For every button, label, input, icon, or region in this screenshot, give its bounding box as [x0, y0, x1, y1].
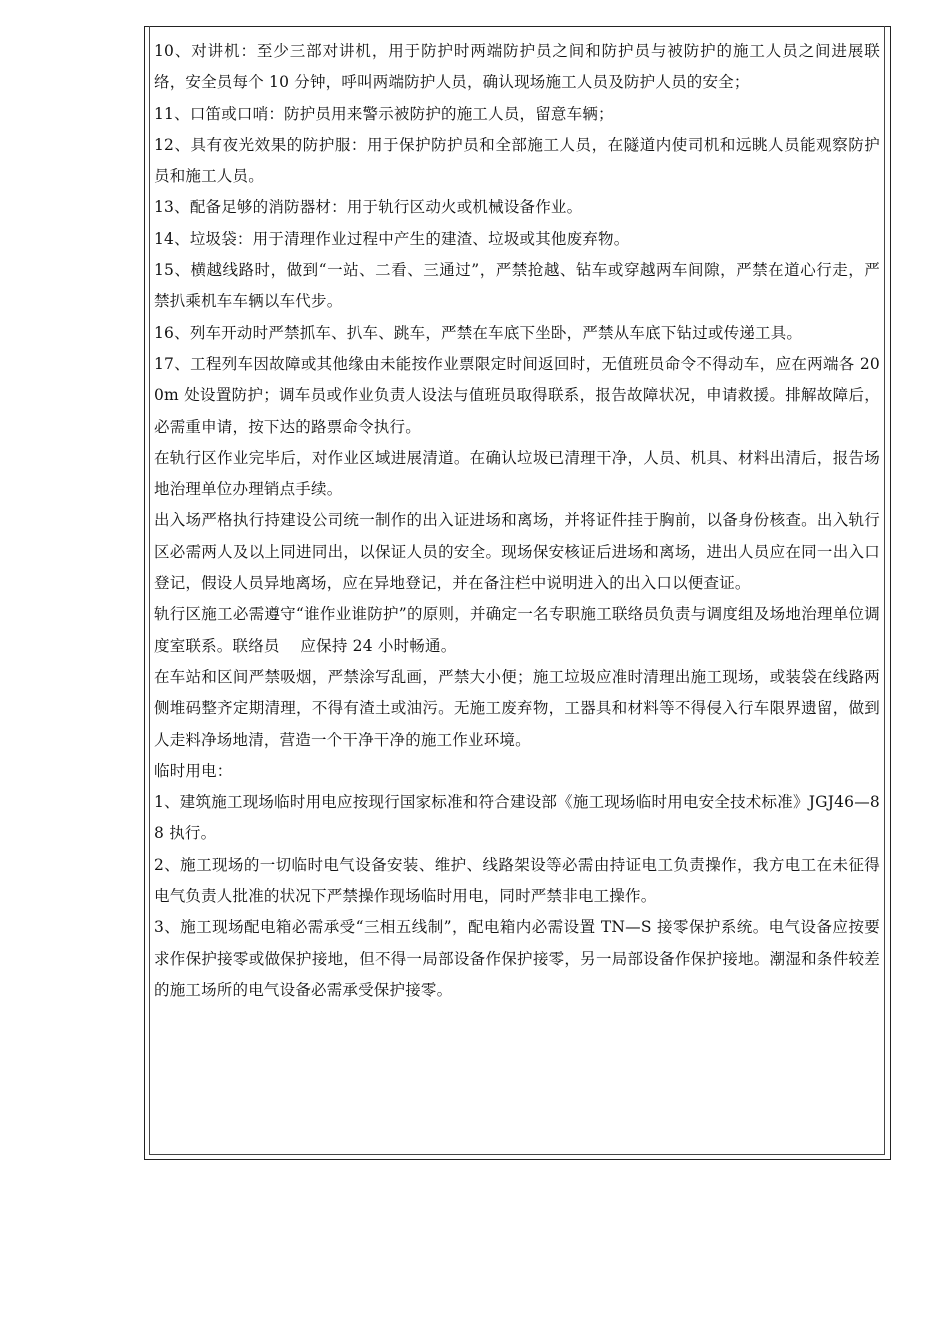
paragraph-item-12-reflective-suit: 12、具有夜光效果的防护服：用于保护防护员和全部施工人员，在隧道内使司机和远眺人员能观察防护员和施工人员。 [154, 135, 880, 186]
paragraph-item-17-train-failure: 17、工程列车因故障或其他缘由未能按作业票限定时间返回时，无值班员命令不得动车，应在两端各 200m 处设置防护；调车员或作业负责人设法与值班员取得联系，报告故障状况，申请救援。排解故障后，必需重申请，按下达的路票命令执行。 [154, 354, 880, 436]
paragraph-liaison: 轨行区施工必需遵守“谁作业谁防护”的原则，并确定一名专职施工联络员负责与调度组及场地治理单位调度室联系。联络员 应保持 24 小时畅通。 [154, 605, 880, 655]
paragraph-power-item-3: 3、施工现场配电箱必需承受“三相五线制”，配电箱内必需设置 TN—S 接零保护系统。电气设备应按要求作保护接零或做保护接地，但不得一局部设备作保护接零，另一局部设备作保护接地。潮湿和条件较差的施工场所的电气设备必需承受保护接零。 [154, 918, 880, 999]
document-body [154, 36, 880, 1006]
paragraph-item-11-whistle: 11、口笛或口哨：防护员用来警示被防护的施工人员，留意车辆； [154, 104, 614, 123]
paragraph-track-clearing: 在轨行区作业完毕后，对作业区域进展清道。在确认垃圾已清理干净，人员、机具、材料出清后，报告场地治理单位办理销点手续。 [154, 448, 880, 499]
paragraph-site-hygiene: 在车站和区间严禁吸烟，严禁涂写乱画，严禁大小便；施工垃圾应准时清理出施工现场，或装袋在线路两侧堆码整齐定期清理，不得有渣土或油污。无施工废弃物，工器具和材料等不得侵入行车限界遗留，做到人走料净场地清，营造一个干净干净的施工作业环境。 [154, 667, 880, 749]
paragraph-item-14-garbage-bags: 14、垃圾袋：用于清理作业过程中产生的建渣、垃圾或其他废弃物。 [154, 229, 630, 248]
paragraph-item-16-moving-train: 16、列车开动时严禁抓车、扒车、跳车，严禁在车底下坐卧，严禁从车底下钻过或传递工具。 [154, 323, 803, 342]
paragraph-item-13-fire-equipment: 13、配备足够的消防器材：用于轨行区动火或机械设备作业。 [154, 198, 583, 217]
paragraph-access-control: 出入场严格执行持建设公司统一制作的出入证进场和离场，并将证件挂于胸前，以备身份核查。出入轨行区必需两人及以上同进同出，以保证人员的安全。现场保安核证后进场和离场，进出人员应在同一出入口登记，假设人员异地离场，应在异地登记，并在备注栏中说明进入的出入口以便查证。 [154, 511, 880, 593]
paragraph-item-10-walkie-talkie: 10、对讲机：至少三部对讲机，用于防护时两端防护员之间和防护员与被防护的施工人员之间进展联络，安全员每个 10 分钟，呼叫两端防护人员，确认现场施工人员及防护人员的安全； [154, 42, 880, 92]
paragraph-item-15-crossing-tracks: 15、横越线路时，做到“一站、二看、三通过”，严禁抢越、钻车或穿越两车间隙，严禁在道心行走，严禁扒乘机车车辆以车代步。 [154, 261, 880, 311]
paragraph-power-item-2: 2、施工现场的一切临时电气设备安装、维护、线路架设等必需由持证电工负责操作，我方电工在未征得电气负责人批准的状况下严禁操作现场临时用电，同时严禁非电工操作。 [154, 855, 880, 906]
paragraph-power-item-1: 1、建筑施工现场临时用电应按现行国家标准和符合建设部《施工现场临时用电安全技术标准》JGJ46—88 执行。 [154, 793, 880, 843]
section-heading-temporary-power: 临时用电： [154, 761, 233, 780]
